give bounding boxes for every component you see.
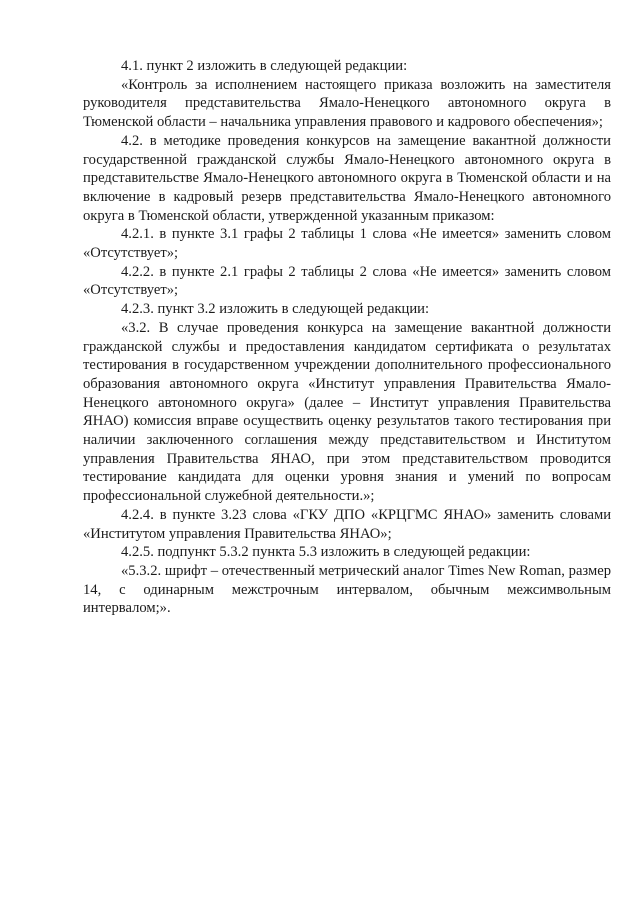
document-body — [83, 57, 611, 618]
paragraph-4-1-text: «Контроль за исполнением настоящего приказа возложить на заместителя руководителя представительства Ямало-Ненецкого автономного округа в Тюменской области – начальника управления правового и кадрового обеспечения»; — [83, 76, 611, 131]
paragraph-4-1: 4.1. пункт 2 изложить в следующей редакции: — [121, 58, 408, 74]
paragraph-4-2-4: 4.2.4. в пункте 3.23 слова «ГКУ ДПО «КРЦГМС ЯНАО» заменить словами «Институтом управления Правительства ЯНАО»; — [83, 506, 611, 542]
paragraph-3-2-text: «3.2. В случае проведения конкурса на замещение вакантной должности гражданской службы и предоставления кандидатом сертификата о результатах тестирования в государственном учреждении дополнительного профессионального образования автономного округа «Институт управления Правительства Ямало-Ненецкого автономного округа» (далее – Институт управления Правительства ЯНАО) комиссия вправе осуществить оценку результатов такого тестирования при наличии заключенного соглашения между представительством и Институтом управления Правительства ЯНАО, при этом представительством проводится тестирование кандидата для оценки уровня знания и умений по вопросам профессиональной служебной деятельности.»; — [83, 319, 611, 505]
paragraph-4-2-1: 4.2.1. в пункте 3.1 графы 2 таблицы 1 слова «Не имеется» заменить словом «Отсутствует»; — [83, 226, 611, 262]
paragraph-5-3-2-text: «5.3.2. шрифт – отечественный метрический аналог Times New Roman, размер 14, с одинарным межстрочным интервалом, обычным межсимвольным интервалом;». — [83, 562, 611, 617]
paragraph-4-2-5: 4.2.5. подпункт 5.3.2 пункта 5.3 изложить в следующей редакции: — [121, 544, 531, 561]
paragraph-4-2-2: 4.2.2. в пункте 2.1 графы 2 таблицы 2 слова «Не имеется» заменить словом «Отсутствует»; — [83, 263, 611, 299]
paragraph-4-2-3: 4.2.3. пункт 3.2 изложить в следующей редакции: — [121, 301, 430, 318]
paragraph-4-2: 4.2. в методике проведения конкурсов на замещение вакантной должности государственной гражданской службы Ямало-Ненецкого автономного округа в представительстве Ямало-Ненецкого автономного округа в Тюменской области и на включение в кадровый резерв представительства Ямало-Ненецкого автономного округа в Тюменской области, утвержденной указанным приказом: — [83, 132, 611, 224]
